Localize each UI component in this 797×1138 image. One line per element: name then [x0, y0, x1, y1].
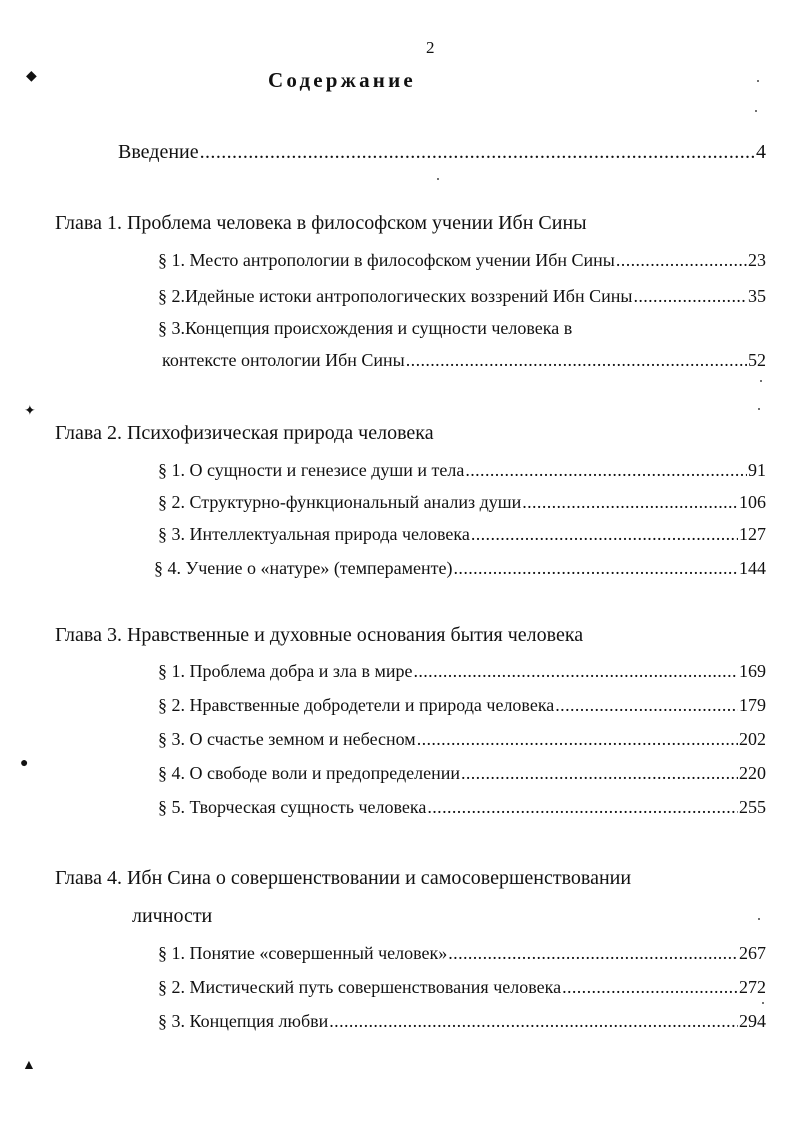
scan-blot-icon: ●	[20, 756, 29, 771]
toc-entry-page: 23	[748, 250, 766, 270]
toc-entry	[158, 659, 766, 683]
toc-entry	[154, 556, 766, 580]
toc-entry-page: 144	[739, 558, 766, 578]
dot-leader	[522, 490, 738, 514]
toc-entry-label: § 3. Интеллектуальная природа человека	[158, 524, 470, 544]
toc-entry-label: § 2. Структурно-функциональный анализ души	[158, 492, 522, 512]
toc-entry-label: § 2. Мистический путь совершенствования человека	[158, 977, 562, 997]
toc-entry	[158, 693, 766, 717]
toc-entry-label: § 1. Место антропологии в философском учении Ибн Сины	[158, 250, 615, 270]
toc-entry-label: § 2. Нравственные добродетели и природа человека	[158, 695, 555, 715]
toc-entry	[158, 522, 766, 546]
toc-entry	[158, 727, 766, 751]
toc-entry-page: 4	[756, 141, 766, 163]
scan-speck	[758, 918, 760, 920]
toc-entry-page: 272	[739, 977, 766, 997]
toc-entry	[158, 490, 766, 514]
toc-entry-label: § 1. Понятие «совершенный человек»	[158, 943, 448, 963]
dot-leader	[413, 659, 738, 683]
page-title: Содержание	[268, 68, 416, 92]
toc-entry-label: § 5. Творческая сущность человека	[158, 797, 427, 817]
toc-entry	[158, 248, 766, 272]
toc-entry-label: § 3. Концепция любви	[158, 1011, 329, 1031]
scan-speck	[758, 408, 760, 410]
dot-leader	[633, 284, 747, 308]
dot-leader	[465, 458, 747, 482]
toc-entry	[158, 975, 766, 999]
toc-entry-page: 220	[739, 763, 766, 783]
toc-entry	[158, 941, 766, 965]
toc-entry-label: Введение	[118, 141, 199, 163]
dot-leader	[448, 941, 738, 965]
toc-entry-label-continued: контексте онтологии Ибн Сины	[162, 350, 405, 370]
scan-speck	[757, 80, 759, 82]
toc-entry-label: § 4. О свободе воли и предопределении	[158, 763, 460, 783]
page-number: 2	[426, 38, 435, 57]
toc-entry	[158, 458, 766, 482]
scan-speck	[755, 110, 757, 112]
toc-entry-label: § 1. О сущности и генезисе души и тела	[158, 460, 465, 480]
dot-leader	[471, 522, 738, 546]
toc-entry-page: 127	[739, 524, 766, 544]
dot-leader	[616, 248, 747, 272]
chapter-title: Глава 3. Нравственные и духовные основания бытия человека	[55, 624, 584, 646]
toc-entry-page: 52	[748, 350, 766, 370]
chapter-title: Глава 2. Психофизическая природа человека	[55, 422, 434, 444]
toc-entry	[158, 1009, 766, 1033]
dot-leader	[562, 975, 738, 999]
toc-entry	[158, 761, 766, 785]
toc-entry-page: 106	[739, 492, 766, 512]
dot-leader	[417, 727, 738, 751]
dot-leader	[200, 140, 755, 164]
toc-entry-page: 91	[748, 460, 766, 480]
toc-entry-page: 267	[739, 943, 766, 963]
dot-leader	[461, 761, 738, 785]
dot-leader	[555, 693, 738, 717]
toc-entry-page: 255	[739, 797, 766, 817]
toc-entry-page: 294	[739, 1011, 766, 1031]
toc-entry-label: § 4. Учение о «натуре» (темпераменте)	[154, 558, 453, 578]
toc-entry	[158, 795, 766, 819]
toc-entry-page: 35	[748, 286, 766, 306]
toc-entry-label: § 2.Идейные истоки антропологических воззрений Ибн Сины	[158, 286, 633, 306]
toc-entry-label: § 3. О счастье земном и небесном	[158, 729, 416, 749]
toc-entry-intro	[118, 140, 766, 164]
scan-blot-icon: ▲	[22, 1058, 36, 1073]
toc-entry	[162, 348, 766, 372]
toc-entry	[158, 284, 766, 308]
toc-entry-label: § 1. Проблема добра и зла в мире	[158, 661, 413, 681]
toc-entry-label: § 3.Концепция происхождения и сущности человека в	[158, 318, 573, 338]
scan-blot-icon: ✦	[24, 404, 36, 419]
dot-leader	[329, 1009, 738, 1033]
scan-speck	[760, 380, 762, 382]
toc-entry-page: 169	[739, 661, 766, 681]
scan-speck	[437, 178, 439, 180]
toc-entry-page: 202	[739, 729, 766, 749]
scan-blot-icon: ◆	[26, 69, 37, 84]
chapter-title: Глава 1. Проблема человека в философском учении Ибн Сины	[55, 212, 587, 234]
dot-leader	[427, 795, 738, 819]
dot-leader	[406, 348, 747, 372]
dot-leader	[454, 556, 738, 580]
toc-entry-page: 179	[739, 695, 766, 715]
chapter-title-continued: личности	[132, 905, 213, 927]
chapter-title: Глава 4. Ибн Сина о совершенствовании и самосовершенствовании	[55, 867, 632, 889]
scan-speck	[762, 1002, 764, 1004]
